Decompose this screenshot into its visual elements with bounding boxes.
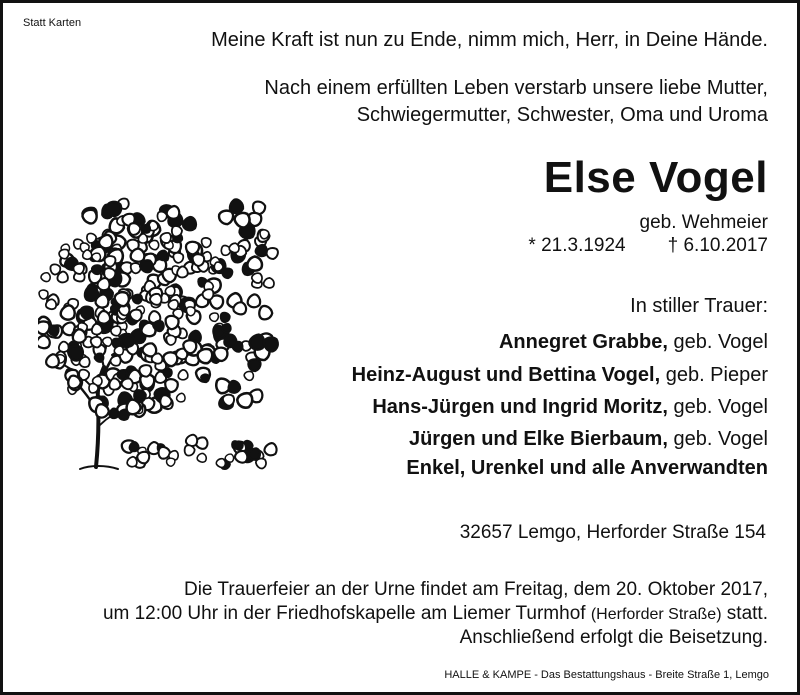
service-line-2 bbox=[103, 603, 768, 625]
mourner-name: Hans-Jürgen und Ingrid Moritz, bbox=[372, 396, 668, 418]
mourner-suffix: geb. Vogel bbox=[667, 331, 768, 353]
death-date: † 6.10.2017 bbox=[667, 235, 768, 256]
birth-date: * 21.3.1924 bbox=[528, 235, 626, 256]
mourner-suffix: geb. Pieper bbox=[660, 364, 768, 386]
service-line-1: Die Trauerfeier an der Urne findet am Freitag, dem 20. Oktober 2017, bbox=[183, 579, 768, 600]
mourner-line bbox=[352, 364, 768, 387]
service-line-2-end: statt. bbox=[721, 603, 768, 624]
intro-line-2: Schwiegermutter, Schwester, Oma und Uroma bbox=[356, 104, 768, 126]
mourner-name: Jürgen und Elke Bierbaum, bbox=[408, 428, 668, 450]
tree-illustration bbox=[38, 185, 283, 475]
tree-leaves bbox=[38, 196, 281, 471]
verse-line: Meine Kraft ist nun zu Ende, nimm mich, Herr, in Deine Hände. bbox=[211, 29, 768, 51]
mourner-line bbox=[409, 428, 768, 451]
intro-line-1: Nach einem erfüllten Leben verstarb unsere liebe Mutter, bbox=[264, 77, 768, 99]
service-line-2-start: um 12:00 Uhr in der Friedhofskapelle am Liemer Turmhof bbox=[102, 603, 591, 624]
life-dates bbox=[528, 235, 768, 257]
mourner-line bbox=[372, 396, 768, 419]
mourner-name: Annegret Grabbe, bbox=[498, 331, 668, 353]
mourner-line bbox=[499, 331, 768, 354]
service-street-note: (Herforder Straße) bbox=[590, 606, 722, 623]
mourner-name: Heinz-August und Bettina Vogel, bbox=[351, 364, 661, 386]
mourner-suffix: geb. Vogel bbox=[667, 396, 768, 418]
address: 32657 Lemgo, Herforder Straße 154 bbox=[459, 522, 766, 543]
mourner-suffix: geb. Vogel bbox=[667, 428, 768, 450]
mourning-heading: In stiller Trauer: bbox=[630, 295, 768, 317]
funeral-home-footer: HALLE & KAMPE - Das Bestattungshaus - Breite Straße 1, Lemgo bbox=[444, 669, 769, 681]
mourning-closing: Enkel, Urenkel und alle Anverwandten bbox=[406, 457, 768, 479]
statt-karten-label: Statt Karten bbox=[23, 17, 82, 29]
deceased-name: Else Vogel bbox=[543, 153, 768, 202]
service-line-3: Anschließend erfolgt die Beisetzung. bbox=[459, 627, 768, 648]
maiden-name: geb. Wehmeier bbox=[639, 212, 768, 233]
